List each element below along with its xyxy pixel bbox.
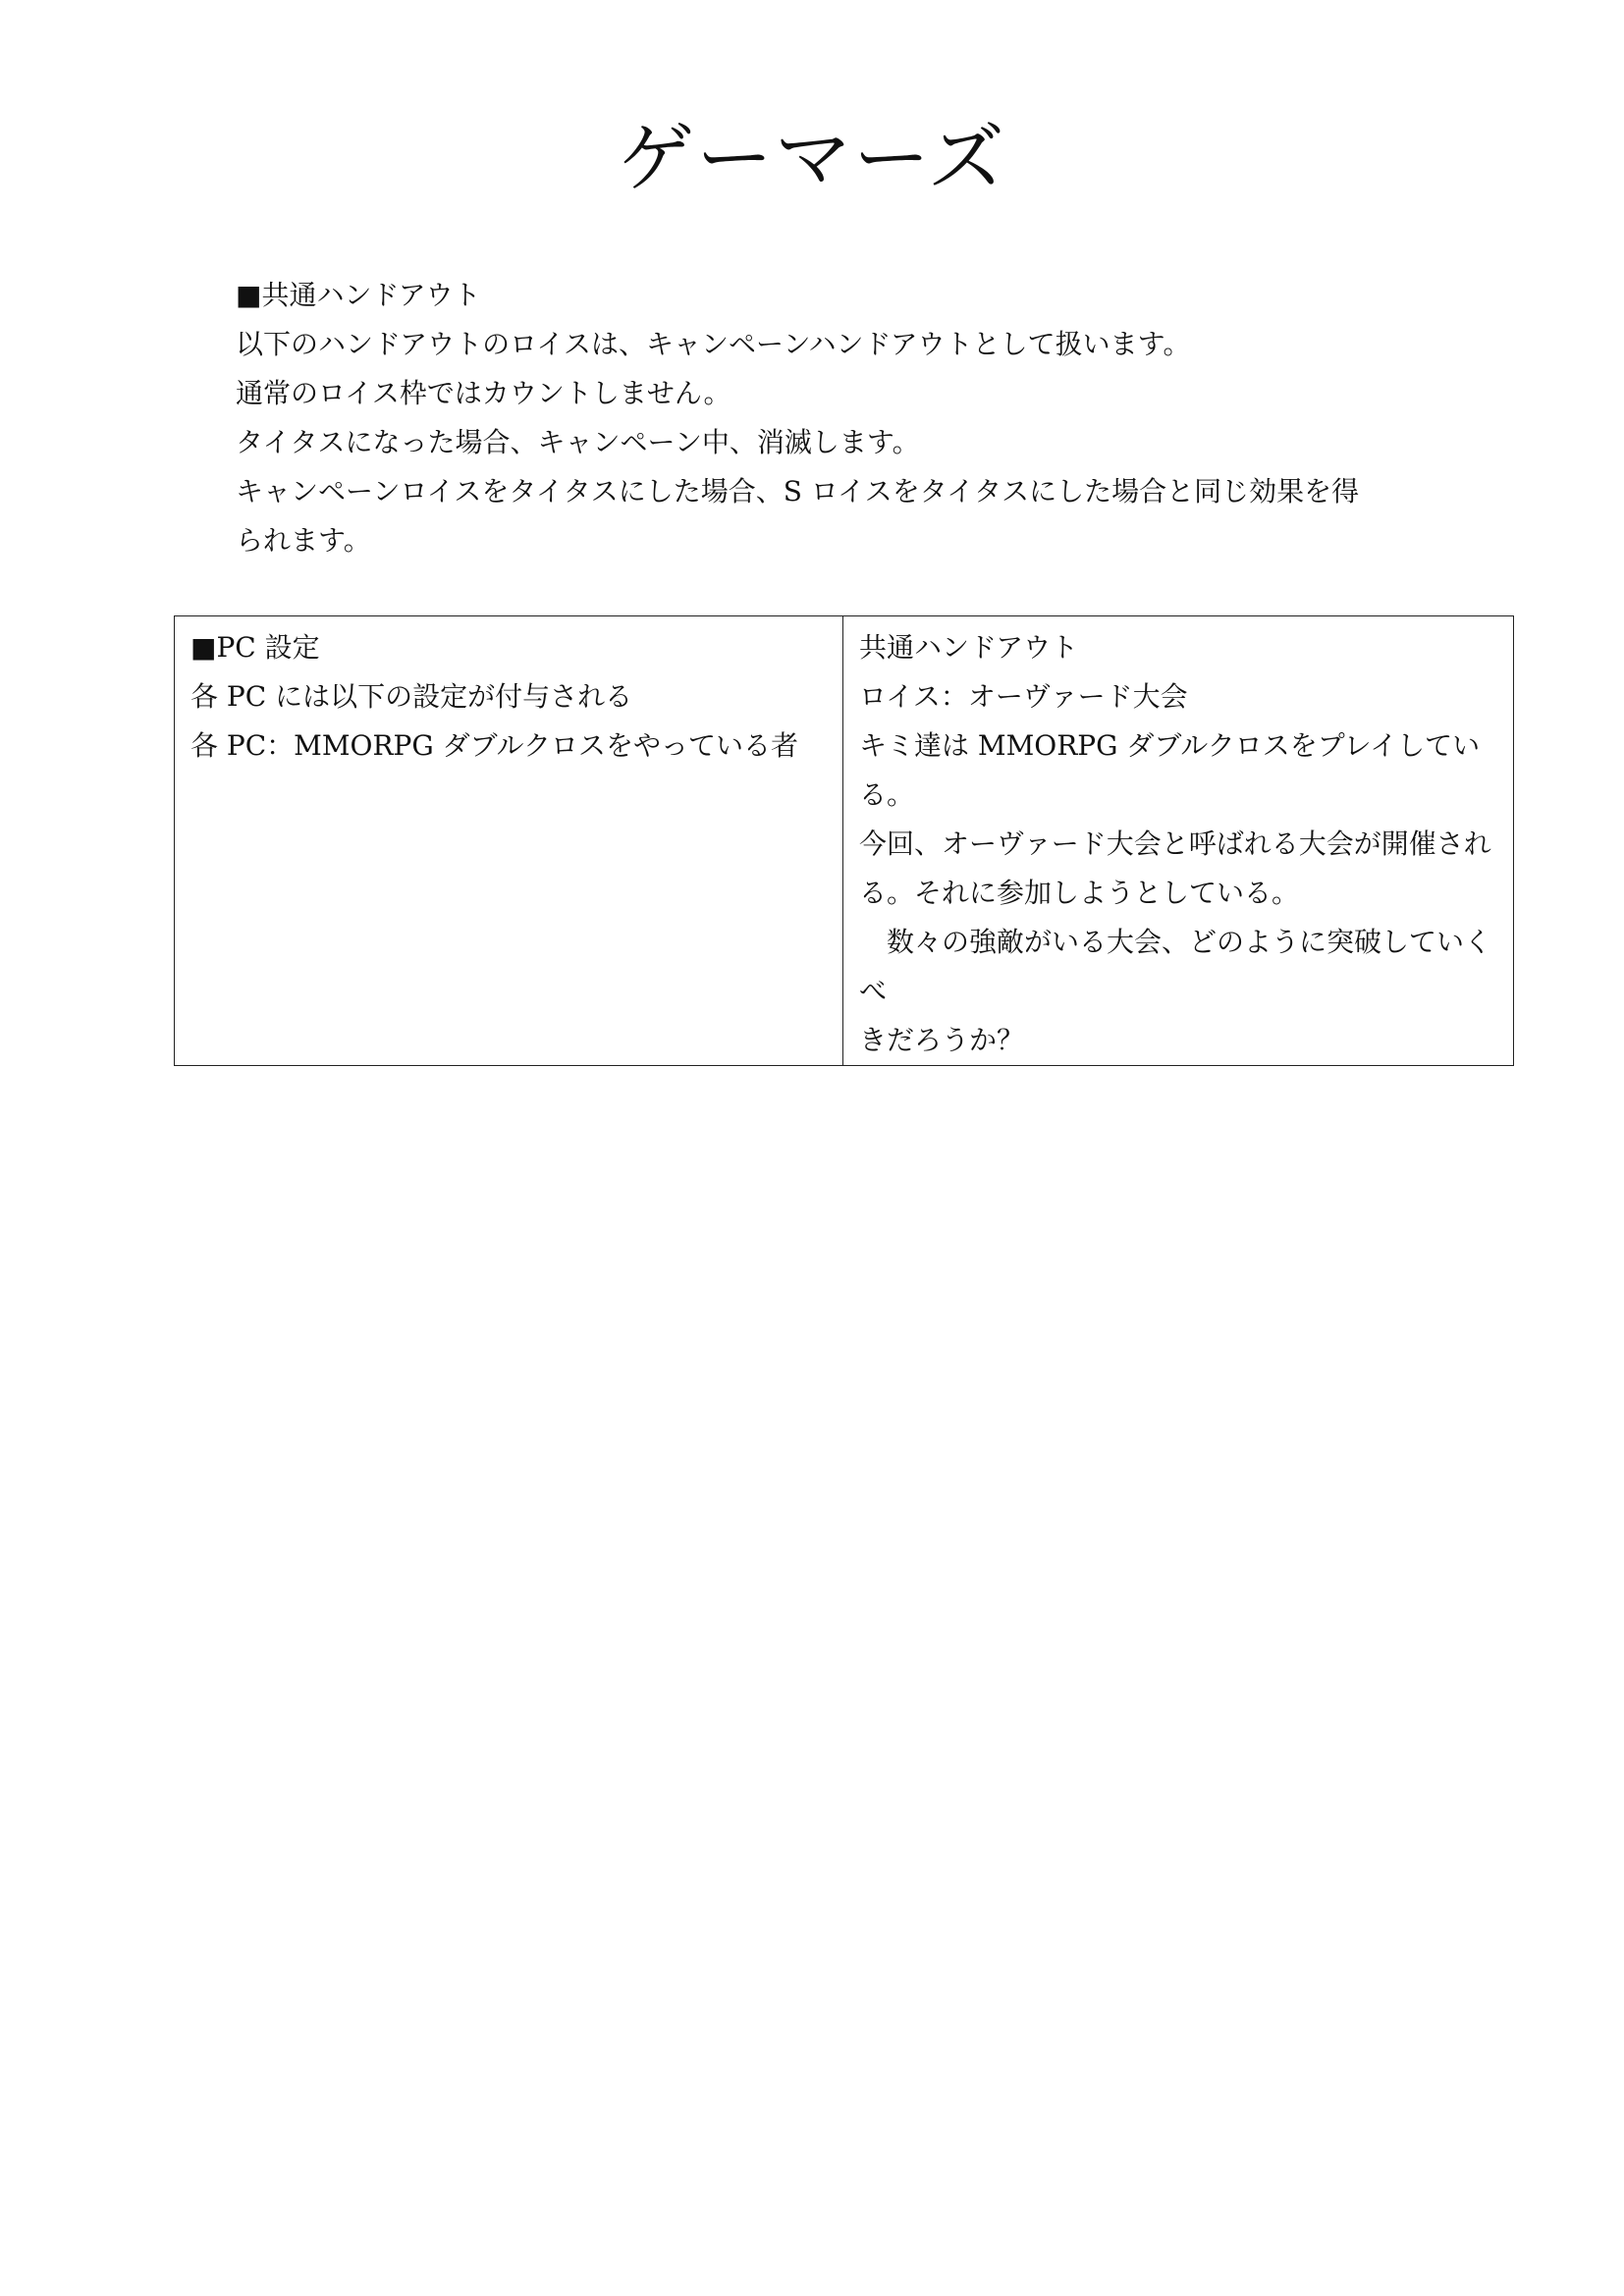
handout-line: 数々の強敵がいる大会、どのように突破していくべ	[859, 926, 1492, 1007]
pc-settings-cell	[175, 616, 843, 1066]
handout-line: る。それに参加しようとしている。	[859, 877, 1300, 909]
pc-settings-line: 各 PC には以下の設定が付与される	[190, 680, 633, 713]
handout-line: ロイス：オーヴァード大会	[859, 680, 1188, 713]
intro-line: タイタスになった場合、キャンペーン中、消滅します。	[236, 426, 920, 458]
intro-line: られます。	[236, 524, 371, 557]
handout-heading: 共通ハンドアウト	[859, 631, 1079, 664]
handout-cell	[843, 616, 1514, 1066]
intro-heading: ■共通ハンドアウト	[236, 279, 481, 311]
intro-section	[236, 271, 1414, 565]
pc-settings-heading: ■PC 設定	[190, 631, 320, 664]
intro-line: 通常のロイス枠ではカウントしません。	[236, 377, 731, 409]
table-row	[175, 616, 1514, 1066]
handout-table	[174, 615, 1514, 1066]
handout-line: きだろうか？	[859, 1024, 1025, 1056]
document-title: ゲーマーズ	[617, 115, 1007, 203]
handout-line: 今回、オーヴァード大会と呼ばれる大会が開催され	[859, 828, 1491, 860]
intro-line: キャンペーンロイスをタイタスにした場合、S ロイスをタイタスにした場合と同じ効果を得	[236, 475, 1360, 507]
handout-line: キミ達は MMORPG ダブルクロスをプレイしている。	[859, 729, 1481, 811]
intro-line: 以下のハンドアウトのロイスは、キャンペーンハンドアウトとして扱います。	[236, 328, 1191, 360]
pc-settings-line: 各 PC：MMORPG ダブルクロスをやっている者	[190, 729, 798, 762]
